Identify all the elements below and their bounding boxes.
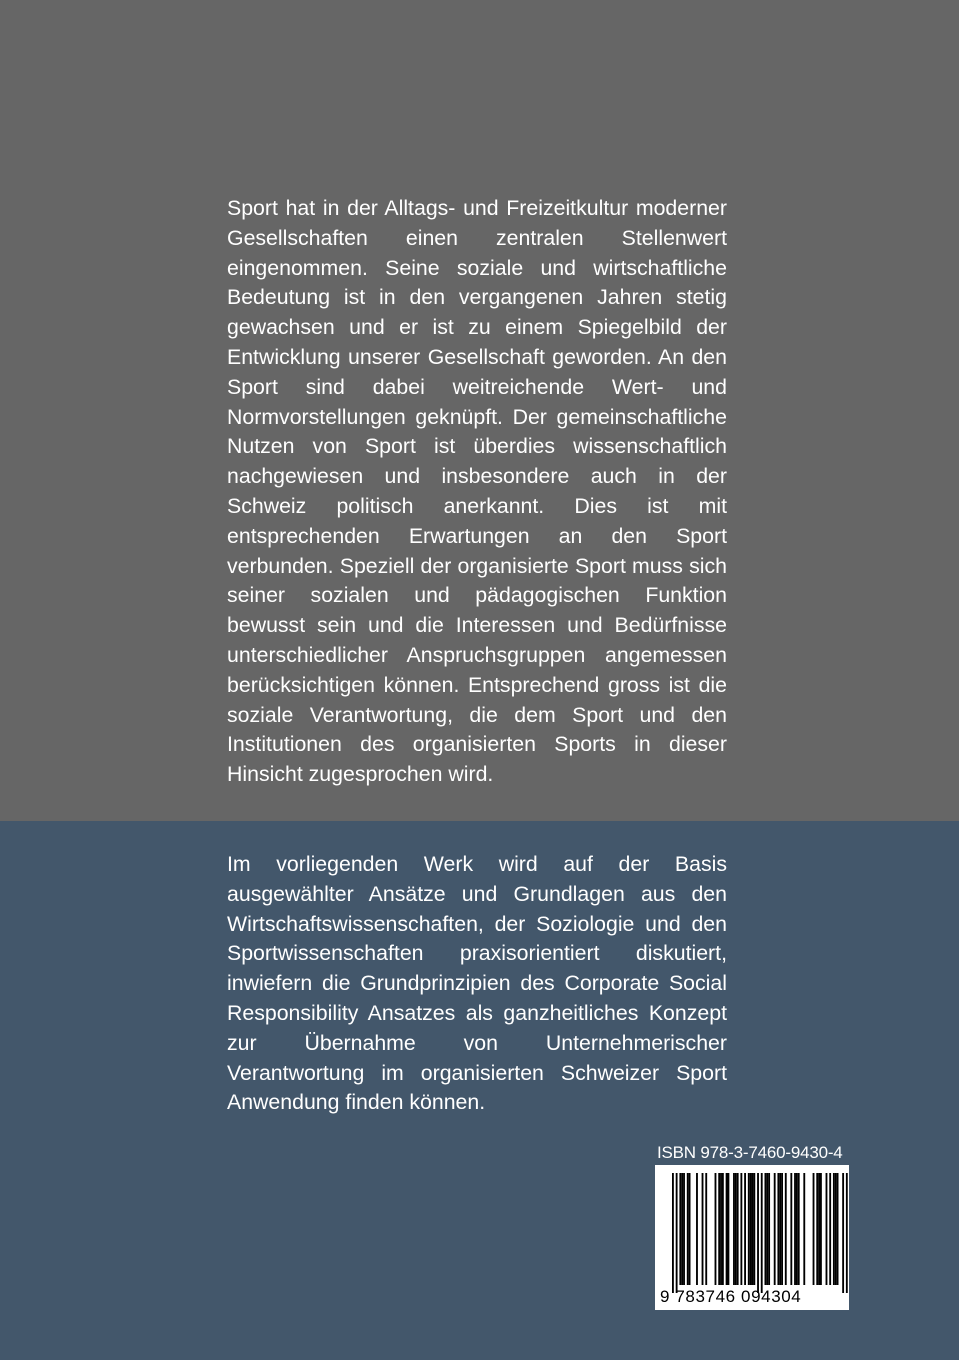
barcode-bar [722, 1173, 724, 1285]
barcode-bar [803, 1173, 805, 1285]
isbn-barcode [655, 1165, 849, 1310]
barcode-bar [835, 1173, 837, 1285]
barcode-bar [750, 1173, 752, 1285]
barcode-bar [779, 1173, 781, 1285]
barcode-bar [820, 1173, 822, 1285]
barcode-bar [794, 1173, 796, 1285]
barcode-bar [813, 1173, 815, 1285]
barcode-bar [740, 1173, 742, 1285]
barcode-bar [781, 1173, 783, 1285]
barcode-digits: 9 783746 094304 [660, 1287, 802, 1306]
barcode-bar [761, 1173, 763, 1293]
barcode-bar [833, 1173, 835, 1285]
barcode-bar [790, 1173, 792, 1285]
barcode-bar [737, 1173, 739, 1285]
barcode-bar [837, 1173, 839, 1285]
barcode-bar [718, 1173, 720, 1285]
barcode-bar [826, 1173, 828, 1285]
barcode-bar [715, 1173, 717, 1285]
barcode-bar [752, 1173, 754, 1285]
barcode-bar [798, 1173, 800, 1285]
barcode-bar [726, 1173, 728, 1285]
barcode-bar [765, 1173, 767, 1285]
barcode-bar [744, 1173, 746, 1285]
barcode-bar [777, 1173, 779, 1285]
barcode-bar [672, 1173, 674, 1293]
barcode-bar [768, 1173, 770, 1285]
barcode-bar [696, 1173, 698, 1285]
barcode-bar [705, 1173, 707, 1285]
barcode-bar [728, 1173, 730, 1285]
barcode-bar [842, 1173, 844, 1293]
barcode-bar [720, 1173, 722, 1285]
barcode-bar [816, 1173, 818, 1285]
barcode-bar [687, 1173, 689, 1285]
barcode-bar [846, 1173, 848, 1293]
barcode-bar [683, 1173, 685, 1285]
barcode-bar [679, 1173, 681, 1285]
barcode-bar [757, 1173, 759, 1293]
barcode-bar [796, 1173, 798, 1285]
blurb-paragraph-top: Sport hat in der Alltags- und Freizeitkultur moderner Gesellschaften einen zentralen Stellenwert eingenommen. Seine soziale und wirtschaftliche Bedeutung ist in den vergangenen Jahren stetig gewachsen und er ist zu einem Spiegelbild der Entwicklung unserer Gesellschaft geworden. An den Sport sind dabei weitreichende Wert- und Normvorstellungen geknüpft. Der gemeinschaftliche Nutzen von Sport ist überdies wissenschaftlich nachgewiesen und insbesondere auch in der Schweiz politisch anerkannt. Dies ist mit entsprechenden Erwartungen an den Sport verbunden. Speziell der organisierte Sport muss sich seiner sozialen und pädagogischen Funktion bewusst sein und die Interessen und Bedürfnisse unterschiedlicher Anspruchsgruppen angemessen berücksichtigen können. Entsprechend gross ist die soziale Verantwortung, die dem Sport und den Institutionen des organisierten Sports in dieser Hinsicht zugesprochen wird. [227, 196, 727, 787]
barcode-bar [748, 1173, 750, 1285]
barcode-bar [676, 1173, 678, 1293]
barcode-bar [818, 1173, 820, 1285]
barcode-bar [735, 1173, 737, 1285]
isbn-label: ISBN 978-3-7460-9430-4 [657, 1143, 843, 1162]
barcode-bar [681, 1173, 683, 1285]
barcode-bar [785, 1173, 787, 1285]
barcode-bar [733, 1173, 735, 1285]
barcode-bar [766, 1173, 768, 1285]
barcode-bar [702, 1173, 704, 1285]
barcode-bar [753, 1173, 755, 1285]
barcode-bar [829, 1173, 831, 1285]
barcode-bar [689, 1173, 691, 1285]
blurb-paragraph-bottom: Im vorliegenden Werk wird auf der Basis ausgewählter Ansätze und Grundlagen aus den Wirtschaftswissenschaften, der Soziologie und den Sportwissenschaften praxisorientiert diskutiert, inwiefern die Grundprinzipien des Corporate Social Responsibility Ansatzes als ganzheitliches Konzept zur Übernahme von Unternehmerischer Verantwortung im organisierten Schweizer Sport Anwendung finden können. [227, 852, 727, 1115]
barcode-bar [774, 1173, 776, 1285]
